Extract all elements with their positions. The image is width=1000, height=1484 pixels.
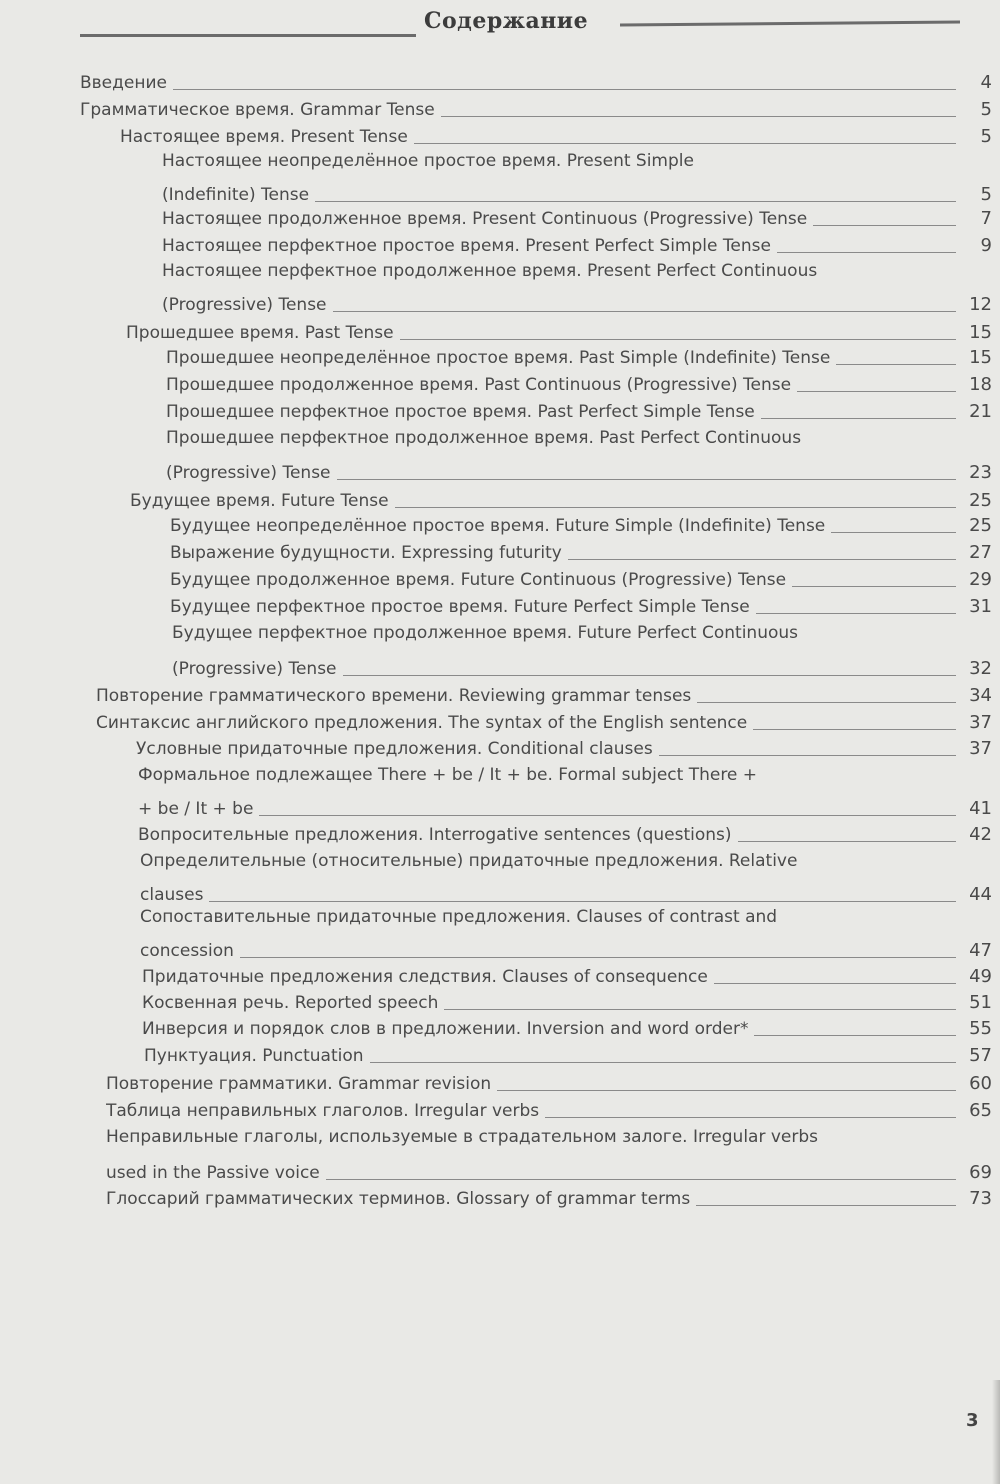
toc-leader-line [259,815,956,816]
toc-entry-title: Определительные (относительные) придаточные предложения. Relative [140,851,798,871]
toc-page-number: 7 [980,208,992,229]
toc-leader-line [738,841,956,842]
toc-entry[interactable] [142,964,992,990]
toc-page-number: 18 [969,374,992,395]
toc-page-number: 25 [969,490,992,511]
toc-page-number: 73 [969,1188,992,1209]
toc-page-number: 31 [969,596,992,617]
toc-entry[interactable] [106,1071,992,1097]
toc-leader-line [568,559,956,560]
toc-leader-line [497,1090,956,1091]
toc-entry[interactable] [80,70,992,96]
toc-page-number: 60 [969,1073,992,1094]
toc-entry-title: Будущее время. Future Tense [130,491,389,511]
toc-entry[interactable] [170,567,992,593]
page-number: 3 [966,1410,979,1431]
toc-leader-line [395,507,956,508]
toc-entry[interactable] [166,345,992,371]
toc-entry-title: Настоящее перфектное продолженное время. Present Perfect Continuous [162,261,818,281]
toc-entry-title: Условные придаточные предложения. Conditional clauses [136,739,653,759]
toc-page-number: 29 [969,569,992,590]
toc-entry[interactable] [170,594,992,620]
toc-page-number: 15 [969,322,992,343]
toc-entry-continuation: + be / It + be [138,799,254,819]
toc-page-number: 42 [969,824,992,845]
toc-leader-line [753,729,956,730]
toc-entry-title: Глоссарий грамматических терминов. Glossary of grammar terms [106,1189,691,1209]
toc-leader-line [240,957,956,958]
toc-entry[interactable] [106,1160,992,1186]
toc-entry[interactable] [138,796,992,822]
toc-entry[interactable] [140,938,992,964]
toc-entry-title: Будущее перфектное простое время. Future Perfect Simple Tense [170,597,750,617]
toc-entry-continuation: (Progressive) Tense [162,295,327,315]
toc-leader-line [209,901,956,902]
toc-page-number: 41 [969,798,992,819]
toc-entry-title: Прошедшее время. Past Tense [126,323,394,343]
toc-leader-line [337,479,956,480]
toc-entry-title: Придаточные предложения следствия. Clauses of consequence [142,967,708,987]
toc-leader-line [777,252,956,253]
toc-entry-title: Прошедшее перфектное продолженное время. Past Perfect Continuous [166,428,802,448]
toc-leader-line [756,613,956,614]
toc-page-number: 27 [969,542,992,563]
page-title: Содержание [424,8,589,34]
toc-entry-title: Сопоставительные придаточные предложения. Clauses of contrast and [140,907,778,927]
toc-page-number: 4 [980,72,992,93]
toc-entry-title: Выражение будущности. Expressing futurity [170,543,562,563]
toc-page-number: 34 [969,685,992,706]
toc-entry[interactable] [166,372,992,398]
toc-leader-line [343,675,956,676]
toc-page-number: 55 [969,1018,992,1039]
toc-page-number: 47 [969,940,992,961]
toc-leader-line [792,586,956,587]
toc-leader-line [414,143,956,144]
toc-leader-line [754,1035,956,1036]
toc-leader-line [831,532,956,533]
toc-leader-line [714,983,956,984]
toc-page-number: 15 [969,347,992,368]
toc-leader-line [696,1205,956,1206]
toc-page-number: 44 [969,884,992,905]
toc-leader-line [545,1117,956,1118]
toc-leader-line [797,391,956,392]
page-edge-shadow [992,1380,1000,1484]
toc-entry[interactable] [166,399,992,425]
toc-page-number: 37 [969,738,992,759]
toc-leader-line [813,225,956,226]
toc-leader-line [400,339,956,340]
toc-entry-title: Пунктуация. Punctuation [144,1046,364,1066]
toc-page-number: 5 [980,126,992,147]
toc-entry-title: Будущее продолженное время. Future Continuous (Progressive) Tense [170,570,787,590]
toc-leader-line [315,201,956,202]
toc-entry[interactable] [142,990,992,1016]
toc-entry[interactable] [142,1016,992,1042]
toc-page-number: 12 [969,294,992,315]
toc-entry-title: Косвенная речь. Reported speech [142,993,439,1013]
toc-entry[interactable] [106,1098,992,1124]
toc-leader-line [370,1062,956,1063]
toc-entry-title: Будущее перфектное продолженное время. Future Perfect Continuous [172,623,799,643]
toc-entry-title: Формальное подлежащее There + be / It + be. Formal subject There + [138,765,758,785]
toc-entry-continuation: (Progressive) Tense [166,463,331,483]
toc-entry[interactable] [162,182,992,208]
toc-leader-line [761,418,956,419]
toc-entry-title: Грамматическое время. Grammar Tense [80,100,435,120]
toc-page-number: 69 [969,1162,992,1183]
toc-page-number: 23 [969,462,992,483]
toc-entry[interactable] [96,683,992,709]
toc-page-number: 65 [969,1100,992,1121]
toc-entry-title: Таблица неправильных глаголов. Irregular verbs [106,1101,540,1121]
toc-entry-continuation: concession [140,941,234,961]
toc-entry-title: Повторение грамматического времени. Reviewing grammar tenses [96,686,692,706]
toc-entry[interactable] [96,710,992,736]
toc-page-number: 21 [969,401,992,422]
toc-entry-title: Вопросительные предложения. Interrogative sentences (questions) [138,825,732,845]
toc-entry[interactable] [162,206,992,232]
toc-leader-line [444,1009,956,1010]
toc-page-number: 9 [980,235,992,256]
toc-entry-continuation: used in the Passive voice [106,1163,320,1183]
toc-entry-title: Настоящее продолженное время. Present Continuous (Progressive) Tense [162,209,808,229]
toc-entry-title: Повторение грамматики. Grammar revision [106,1074,492,1094]
toc-entry-continuation: clauses [140,885,204,905]
toc-leader-line [659,755,956,756]
toc-entry-title: Прошедшее неопределённое простое время. Past Simple (Indefinite) Tense [166,348,831,368]
toc-entry[interactable] [80,97,992,123]
toc-entry-title: Введение [80,73,167,93]
toc-leader-line [173,89,956,90]
toc-entry[interactable] [170,513,992,539]
toc-entry[interactable] [166,460,992,486]
toc-entry[interactable] [172,656,992,682]
toc-page-number: 32 [969,658,992,679]
toc-entry-title: Прошедшее перфектное простое время. Past Perfect Simple Tense [166,402,755,422]
toc-page-number: 49 [969,966,992,987]
toc-entry[interactable] [126,320,992,346]
toc-entry[interactable] [106,1186,992,1212]
toc-entry-title: Настоящее неопределённое простое время. Present Simple [162,151,694,171]
toc-leader-line [326,1179,956,1180]
toc-entry[interactable] [136,736,992,762]
toc-entry-title: Настоящее перфектное простое время. Present Perfect Simple Tense [162,236,771,256]
toc-entry-continuation: (Progressive) Tense [172,659,337,679]
toc-leader-line [441,116,956,117]
toc-entry[interactable] [144,1043,992,1069]
toc-entry-title: Настоящее время. Present Tense [120,127,408,147]
toc-entry-title: Будущее неопределённое простое время. Future Simple (Indefinite) Tense [170,516,826,536]
toc-entry-title: Прошедшее продолженное время. Past Continuous (Progressive) Tense [166,375,792,395]
toc-leader-line [697,702,956,703]
toc-entry-continuation: (Indefinite) Tense [162,185,310,205]
toc-entry[interactable] [162,292,992,318]
toc-leader-line [836,364,956,365]
toc-entry-title: Синтаксис английского предложения. The syntax of the English sentence [96,713,748,733]
toc-entry[interactable] [130,488,992,514]
toc-entry-title: Инверсия и порядок слов в предложении. Inversion and word order* [142,1019,749,1039]
toc-page-number: 25 [969,515,992,536]
toc-entry[interactable] [120,124,992,150]
toc-page-number: 5 [980,184,992,205]
toc-page-number: 5 [980,99,992,120]
toc-entry-title: Неправильные глаголы, используемые в страдательном залоге. Irregular verbs [106,1127,819,1147]
toc-page-number: 37 [969,712,992,733]
toc-entry[interactable] [162,233,992,259]
toc-entry[interactable] [138,822,992,848]
toc-entry[interactable] [170,540,992,566]
toc-page-number: 51 [969,992,992,1013]
toc-page-number: 57 [969,1045,992,1066]
toc-leader-line [333,311,956,312]
